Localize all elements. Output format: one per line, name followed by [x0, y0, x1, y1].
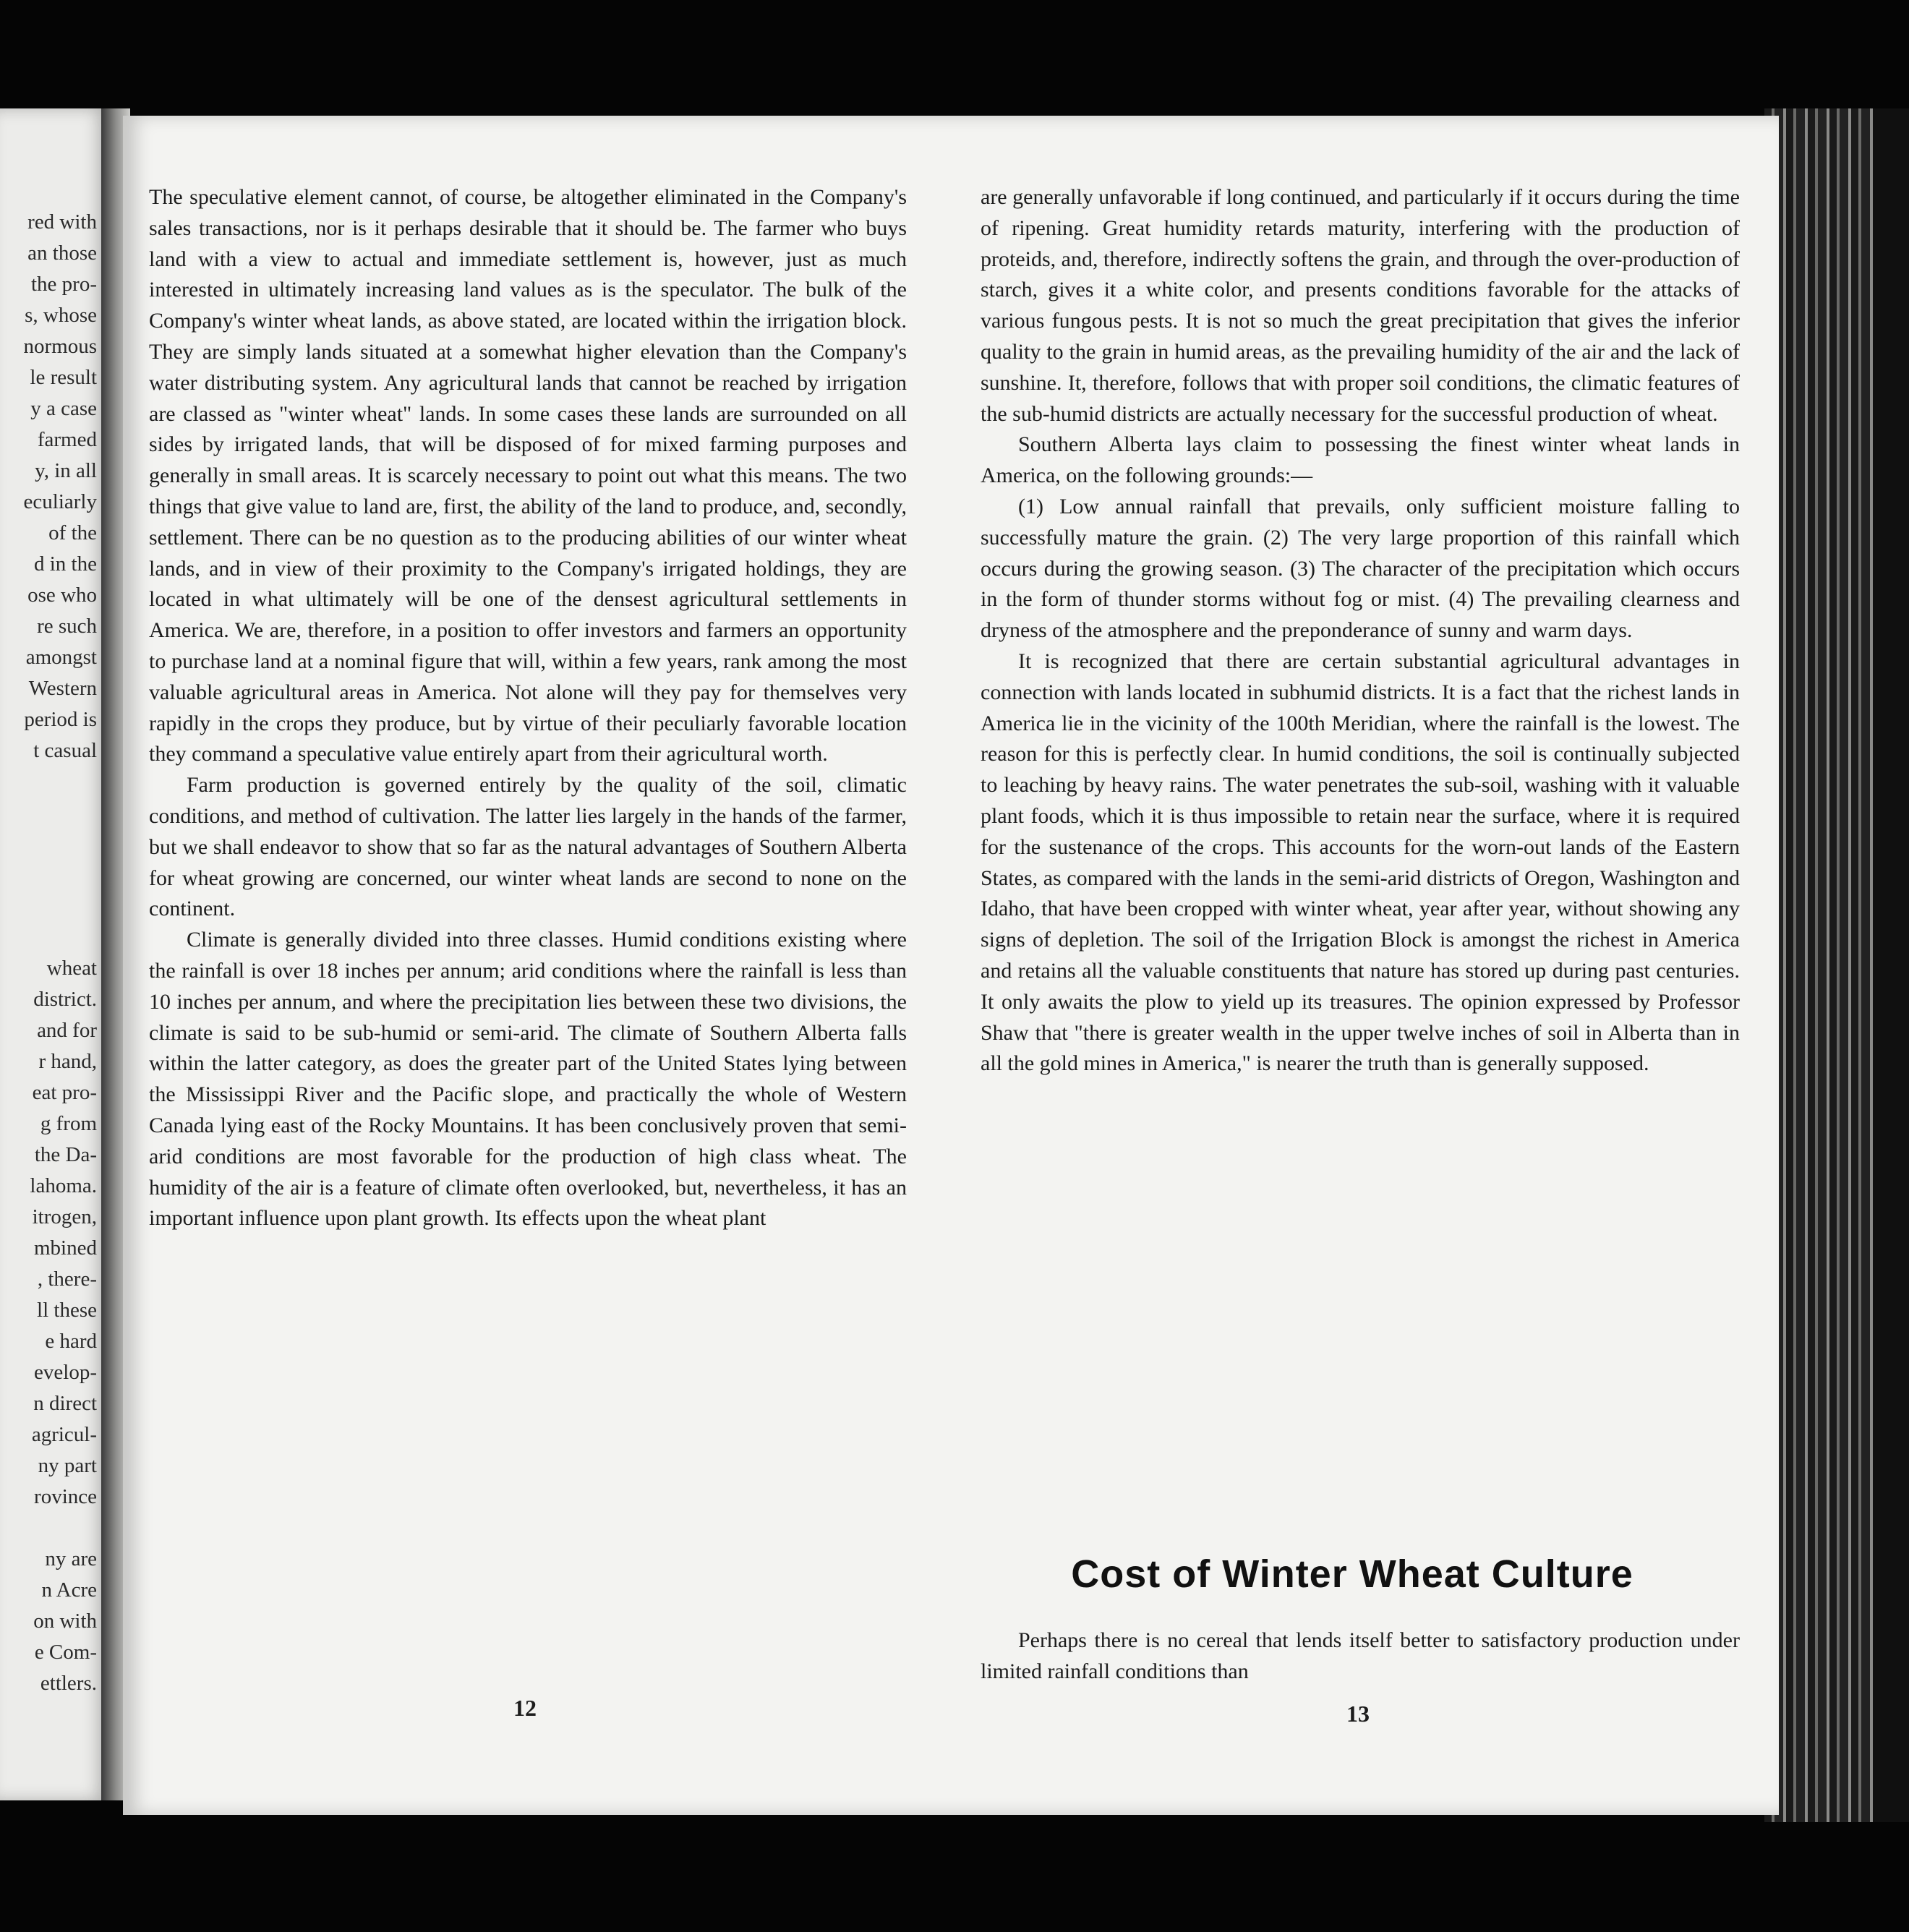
fragment-line: on with	[33, 1610, 97, 1633]
fragment-line: n direct	[33, 1392, 97, 1415]
fragment-line: e hard	[45, 1330, 97, 1353]
book-page-edges	[1764, 108, 1909, 1822]
section-heading: Cost of Winter Wheat Culture	[1071, 1552, 1633, 1596]
fragment-line: district.	[33, 988, 97, 1011]
fragment-line	[0, 922, 97, 953]
fragment-line: ll these	[37, 1299, 97, 1322]
paragraph: are generally unfavorable if long continued, and particularly if it occurs during the time of ripening. Great humidity retards maturity, interfering with the production of proteids, and, therefore, indirectly softens the grain, and through the over-production of starch, gives it a white color, and presents conditions favorable for the attacks of various fungous pests. It is not so much the great precipitation that gives the inferior quality to the grain in humid areas, as the prevailing humidity of the air and the lack of sunshine. It, therefore, follows that with proper soil conditions, the climatic features of the sub-humid districts are actually necessary for the successful production of wheat.	[981, 185, 1740, 426]
fragment-line: the Da-	[34, 1143, 97, 1166]
fragment-line: ny are	[45, 1547, 97, 1570]
fragment-line: eculiarly	[23, 490, 97, 513]
fragment-line	[0, 829, 97, 860]
fragment-line: itrogen,	[32, 1205, 97, 1228]
fragment-line: lahoma.	[30, 1174, 97, 1197]
fragment-line: r hand,	[38, 1050, 97, 1073]
fragment-line	[0, 860, 97, 891]
fragment-line: n Acre	[41, 1578, 97, 1602]
fragment-line	[0, 798, 97, 829]
fragment-line: evelop-	[34, 1361, 97, 1384]
left-facing-page	[0, 108, 108, 1800]
fragment-line: y a case	[30, 397, 97, 420]
fragment-line: period is	[24, 708, 97, 731]
fragment-line	[0, 1513, 97, 1544]
fragment-line	[0, 766, 97, 798]
fragment-line	[0, 891, 97, 922]
fragment-line: wheat	[46, 957, 97, 980]
fragment-line: le result	[30, 366, 97, 389]
paragraph: Climate is generally divided into three classes. Humid conditions existing where the rainfall is over 18 inches per annum; arid conditions where the rainfall is less than 10 inches per annum, and where the precipitation lies between these two divisions, the climate is said to be sub-humid or semi-arid. The climate of Southern Alberta falls within the latter category, as does the greater part of the United States lying between the Mississippi River and the Pacific slope, and practically the whole of Western Canada lying east of the Rocky Mountains. It has been conclusively proven that semi-arid conditions are most favorable for the production of high class wheat. The humidity of the air is a feature of climate often overlooked, but, nevertheless, it has an important influence upon plant growth. Its effects upon the wheat plant	[149, 928, 907, 1231]
fragment-line: s, whose	[25, 304, 97, 327]
fragment-line: t casual	[33, 739, 97, 762]
paragraph: It is recognized that there are certain substantial agricultural advantages in connection with lands located in subhumid districts. It is a fact that the richest lands in America lie in the vicinity of the 100th Meridian, where the rainfall is the lowest. The reason for this is perfectly clear. In humid conditions, the soil is continually subjected to leaching by heavy rains. The water penetrates the sub-soil, washing with it valuable plant foods, which it is thus impossible to retain near the surface, where it is required for the sustenance of the crops. This accounts for the worn-out lands of the Eastern States, as compared with the lands in the semi-arid districts of Oregon, Washington and Idaho, that have been cropped with winter wheat, year after year, without showing any signs of depletion. The soil of the Irrigation Block is amongst the richest in America and retains all the valuable constituents that nature has stored up during past centuries. It only awaits the plow to yield up its treasures. The opinion expressed by Professor Shaw that "there is greater wealth in the upper twelve inches of soil in Alberta than in all the gold mines in America," is nearer the truth than is generally supposed.	[981, 649, 1740, 1076]
fragment-line: mbined	[34, 1236, 97, 1260]
fragment-line: normous	[23, 335, 97, 358]
fragment-line: the pro-	[31, 273, 97, 296]
fragment-line: g from	[40, 1112, 97, 1135]
page-12-text	[149, 182, 907, 1234]
page-13-text	[981, 182, 1740, 1080]
fragment-line: e Com-	[34, 1641, 97, 1664]
book-cover-edge	[1873, 108, 1909, 1822]
fragment-line: re such	[37, 615, 97, 638]
page-number-13: 13	[1346, 1701, 1370, 1727]
fragment-line: eat pro-	[32, 1081, 97, 1104]
paragraph: (1) Low annual rainfall that prevails, only sufficient moisture falling to successfully mature the grain. (2) The very large proportion of this rainfall which occurs during the growing season. (3) The character of the precipitation which occurs in the form of thunder storms without fog or mist. (4) The prevailing clearness and dryness of the atmosphere and the preponderance of sunny and warm days.	[981, 494, 1740, 643]
paragraph: The speculative element cannot, of course, be altogether eliminated in the Company's sales transactions, nor is it perhaps desirable that it should be. The farmer who buys land with a view to actual and immediate settlement is, however, just as much interested in ultimately increasing land values as is the speculator. The bulk of the Company's winter wheat lands, as above stated, are located within the irrigation block. They are simply lands situated at a somewhat higher elevation than the Company's water distributing system. Any agricultural lands that cannot be reached by irrigation are classed as "winter wheat" lands. In some cases these lands are surrounded on all sides by irrigated lands, that will be disposed of for mixed farming purposes and generally in small areas. It is scarcely necessary to point out what this means. The two things that give value to land are, first, the ability of the land to produce, and, secondly, settlement. There can be no question as to the producing abilities of our winter wheat lands, and in view of their proximity to the Company's irrigated holdings, they are located in what ultimately will be one of the densest agricultural settlements in America. We are, therefore, in a position to offer investors and farmers an opportunity to purchase land at a nominal figure that will, within a few years, rank among the most valuable agricultural areas in America. Not alone will they pay for themselves very rapidly in the crops they produce, but by virtue of their peculiarly favorable location they command a speculative value entirely apart from their agricultural worth.	[149, 185, 907, 766]
fragment-line: ny part	[38, 1454, 97, 1477]
fragment-line: and for	[37, 1019, 97, 1042]
fragment-line: rovince	[34, 1485, 97, 1508]
fragment-line: , there-	[37, 1268, 97, 1291]
section-paragraph: Perhaps there is no cereal that lends itself better to satisfactory production under limited rainfall conditions than	[981, 1628, 1740, 1683]
fragment-line: agricul-	[31, 1423, 97, 1446]
fragment-line: red with	[27, 210, 97, 234]
fragment-line: an those	[27, 241, 97, 265]
fragment-line: Western	[28, 677, 97, 700]
fragment-line: farmed	[37, 428, 97, 451]
left-page-text-fragment	[0, 207, 97, 1699]
fragment-line: of the	[48, 521, 97, 544]
paragraph: Southern Alberta lays claim to possessing the finest winter wheat lands in America, on the following grounds:—	[981, 432, 1740, 488]
fragment-line: y, in all	[35, 459, 97, 482]
fragment-line: ettlers.	[40, 1672, 97, 1695]
page-number-12: 12	[513, 1695, 537, 1721]
fragment-line: amongst	[25, 646, 97, 669]
fragment-line: d in the	[34, 552, 97, 576]
paragraph: Farm production is governed entirely by the quality of the soil, climatic conditions, and method of cultivation. The latter lies largely in the hands of the farmer, but we shall endeavor to show that so far as the natural advantages of Southern Alberta for wheat growing are concerned, our winter wheat lands are second to none on the continent.	[149, 773, 907, 921]
fragment-line: ose who	[27, 584, 97, 607]
